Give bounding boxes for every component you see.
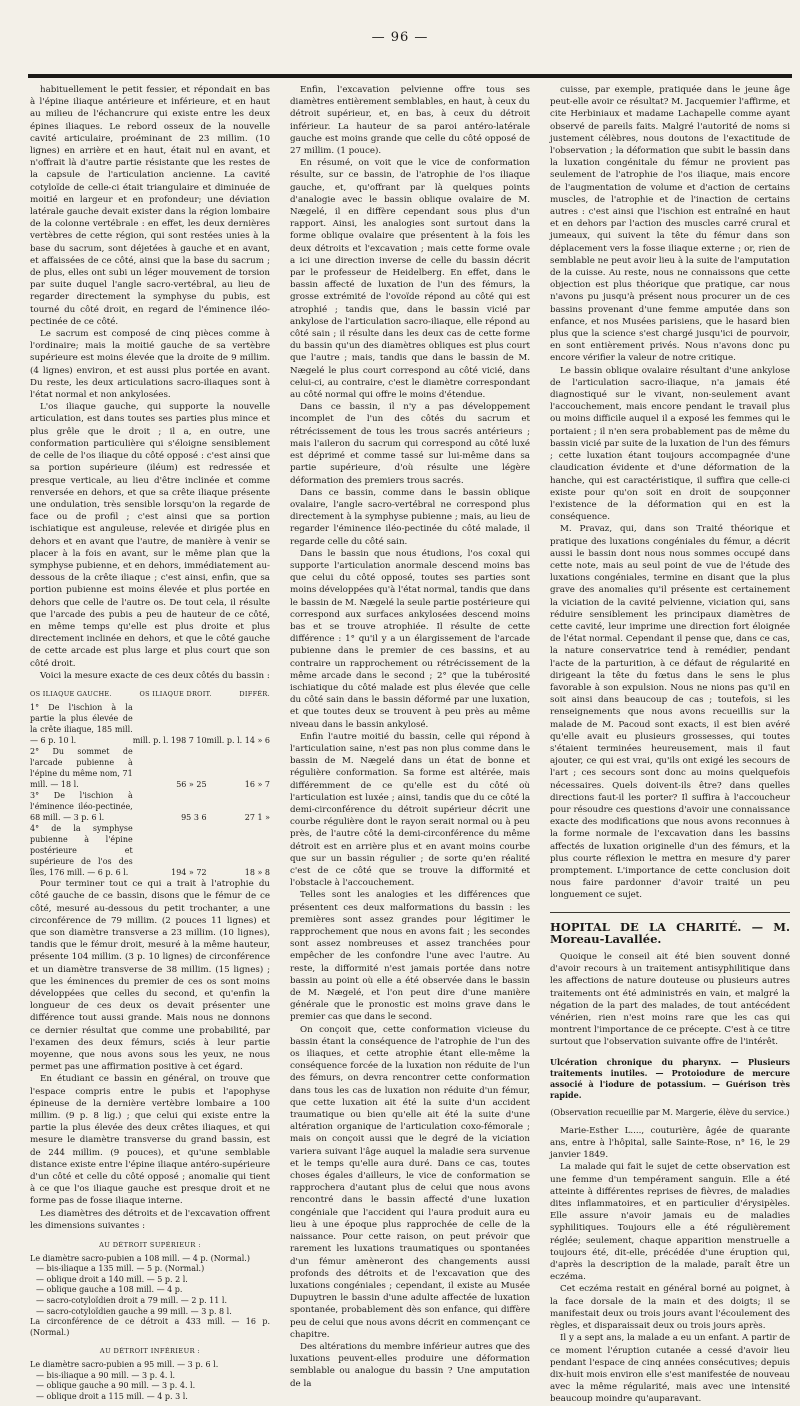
table-row — [30, 746, 270, 790]
measure-line: — bis-iliaque a 90 mill. — 3 p. 4. l. — [36, 1370, 176, 1380]
measure-table-header — [30, 688, 270, 700]
column-1 — [30, 84, 270, 1401]
observation-credit: (Observation recueillie par M. Margerie, élève du service.) — [550, 1107, 790, 1117]
paragraph: Cet eczéma restait en général borné au poignet, à la face dorsale de la main et des doigts; il se manifestait deux ou trois jours avant l'écoulement des règles, et disparaissait deux ou trois jours après. — [550, 1284, 790, 1332]
table-cell: 16 » 7 — [244, 780, 270, 790]
table-cell: 4° de la symphyse pubienne à l'épine postérieure et supérieure de l'os des îles, 176 mill. — 6 p. 6 l. — [30, 824, 133, 878]
upper-strait-measures — [30, 1240, 270, 1338]
measure-line: — sacro-cotyloïdien gauche a 99 mill. — 3 p. 8 l. — [36, 1306, 232, 1316]
measure-line: — oblique gauche a 90 mill. — 3 p. 4. l. — [36, 1381, 196, 1391]
measure-table — [30, 702, 270, 878]
paragraph: Pour terminer tout ce qui a trait à l'atrophie du côté gauche de ce bassin, disons que le fémur de ce côté, mesuré au-dessous du petit trochanter, a une circonférence de 79 millim. (2 pouces 11 lignes) et que son diamètre transverse a 23 millim. (10 lignes), tandis que le fémur droit, mesuré à la même hauteur, présente 104 millim. (3 p. 10 lignes) de circonférence et un diamètre transverse de 38 millim. (15 lignes) ; que les éminences du premier de ces os sont moins développées que celles du second, et qu'enfin la longueur de ces deux os devait présenter une différence tout aussi grande. Mais nous ne donnons ce dernier résultat que comme une probabilité, par l'examen des deux fémurs, sciés à leur partie moyenne, que nous avons sous les yeux, ne nous permet pas une affirmation positive à cet égard. — [30, 879, 270, 1073]
table-cell: mill. p. l. 14 » 6 — [206, 736, 270, 746]
paragraph: On conçoit que, cette conformation vicieuse du bassin étant la conséquence de l'atrophie de l'un des os iliaques, et cette atrophie étant elle-même la conséquence forcée de la luxation non réduite de l'un des fémurs, on devra rencontrer cette conformation dans tous les cas de luxation non réduite d'un fémur, que cette luxation ait été la suite d'un accident traumatique ou bien qu'elle ait été la suite d'une altération organique de l'articulation coxo-fémorale ; mais on conçoit aussi que le degré de la viciation variera suivant l'âge auquel la maladie sera survenue et le temps qu'elle aura duré. Dans ce cas, toutes choses égales d'ailleurs, le vice de conformation se rapprochera d'autant plus de celui que nous avons rencontré dans le bassin affecté d'une luxation congéniale que l'accident qui l'aura produit aura eu lieu à une époque plus rapprochée de celle de la naissance. Pour cette raison, on peut prévoir que rarement les luxations traumatiques ou spontanées d'un fémur amèneront des changements aussi profonds des détroits et de l'excavation que des luxations congéniales ; cependant, il existe au Musée Dupuytren le bassin d'une adulte affectée de luxation spontanée, probablement dès son enfance, qui diffère peu de celui que nous avons décrit en commençant ce chapitre. — [290, 1024, 530, 1340]
table-cell: 95 3 6 — [181, 813, 207, 823]
table-header-cell: DIFFÉR. — [239, 689, 270, 698]
table-cell: mill. p. l. 198 7 10 — [132, 736, 207, 746]
measure-line: — bis-iliaque a 135 mill. — 5 p. (Normal.) — [36, 1264, 205, 1274]
measure-line: La circonférence de ce détroit a 433 mill. — 16 p. (Normal.) — [30, 1317, 270, 1337]
page-number: — 96 — — [371, 30, 429, 45]
table-cell: 194 » 72 — [171, 868, 207, 878]
paragraph: Enfin, l'excavation pelvienne offre tous ses diamètres entièrement semblables, en haut, à ceux du détroit supérieur, et, en bas, à ceux du détroit inférieur. La hauteur de sa paroi antéro-latérale gauche est moins grande que celle du côté opposé de 27 millim. (1 pouce). — [290, 85, 530, 157]
measure-line: — oblique droit a 140 mill. — 5 p. 2 l. — [36, 1274, 188, 1284]
table-cell: 18 » 8 — [244, 868, 270, 878]
table-header-cell: OS ILIAQUE DROIT. — [139, 689, 212, 698]
paragraph: Voici la mesure exacte de ces deux côtés du bassin : — [40, 670, 270, 681]
section-title: AU DÉTROIT SUPÉRIEUR : — [99, 1241, 201, 1250]
table-cell: 1° De l'ischion à la partie la plus élevée de la crête iliaque, 185 mill. — 6 p. 10 l. — [30, 703, 133, 746]
paragraph: Dans le bassin que nous étudions, l'os coxal qui supporte l'articulation anormale descend moins bas que celui du côté opposé, toutes ses parties sont moins développées qu'à l'état normal, tandis que dans le bassin de M. Nægelé la seule partie postérieure qui correspond aux surfaces ankylosées descend moins bas et se trouve atrophiée. Il résulte de cette différence : 1° qu'il y a un élargissement de l'arcade pubienne dans le premier de ces bassins, et au contraire un rapprochement ou rétrécissement de la même arcade dans le second ; 2° que la tubérosité ischiatique du côté malade est plus élevée que celle du côté sain dans le bassin déformé par une luxation, et que toutes deux se trouvent à peu près au même niveau dans le bassin ankylosé. — [290, 548, 530, 730]
paragraph: Dans ce bassin, il n'y a pas développement incomplet de l'un des côtés du sacrum et rétrécissement de tous les trous sacrés antérieurs ; mais l'aileron du sacrum qui correspond au côté luxé est déprimé et comme tassé sur lui-même dans sa partie supérieure, d'où résulte une légère déformation des premiers trous sacrés. — [290, 402, 530, 486]
paragraph: Le bassin oblique ovalaire résultant d'une ankylose de l'articulation sacro-iliaque, n'a jamais été diagnostiqué sur le vivant, non-seulement avant l'accouchement, mais encore pendant le travail plus ou moins difficile auquel il a exposé les femmes qui le portaient ; il n'en sera probablement pas de même du bassin vicié par suite de la luxation de l'un des fémurs ; cette luxation étant toujours accompagnée d'une claudication évidente et d'une déformation de la hanche, qui est caractéristique, il suffira que celle-ci existe pour qu'on soit en droit de soupçonner l'existence de la déformation qui en est la conséquence. — [550, 365, 790, 523]
measure-line: — sacro-cotyloïdien droit a 79 mill. — 2 p. 11 l. — [36, 1296, 227, 1306]
paragraph: Marie-Esther L...., couturière, âgée de quarante ans, entre à l'hôpital, salle Sainte-Rose, n° 16, le 29 janvier 1849. — [550, 1125, 790, 1161]
paragraph: L'os iliaque gauche, qui supporte la nouvelle articulation, est dans toutes ses parties plus mince et plus grêle que le droit ; il a, en outre, une conformation particulière qui s'éloigne sensiblement de celle de l'os iliaque du côté opposé : c'est ainsi que sa portion supérieure (iléum) est redressée et presque verticale, au lieu d'être inclinée et comme renversée en dehors, et que sa crête iliaque présente une ondulation, très sensible lorsqu'on la regarde de face ou de profil ; c'est ainsi que sa portion ischiatique est anguleuse, relevée et dirigée plus en dehors et en avant que l'autre, de manière à venir se placer à la fois en avant, sur le même plan que la symphyse pubienne, et en dehors, immédiatement au-dessous de la crête iliaque ; c'est ainsi, enfin, que sa portion pubienne est moins élevée et plus portée en dehors que celle de l'autre os. De tout cela, il résulte que l'arcade des pubis a peu de hauteur de ce côté, en même temps qu'elle est plus droite et plus directement inclinée en dehors, et que le côté gauche de cette arcade est plus large et plus court que son côté droit. — [30, 402, 270, 669]
table-header-cell: OS ILIAQUE GAUCHE. — [30, 689, 112, 698]
paragraph: En résumé, on voit que le vice de conformation résulte, sur ce bassin, de l'atrophie de l'os iliaque gauche, et, qu'offrant par là quelques points d'analogie avec le bassin oblique ovalaire de M. Nægelé, il en diffère cependant sous plus d'un rapport. Ainsi, les analogies sont surtout dans la forme oblique ovalaire que présentent à la fois les deux détroits et l'excavation ; mais cette forme ovale a ici une direction inverse de celle du bassin décrit par le professeur de Heidelberg. En effet, dans le bassin affecté de luxation de l'un des fémurs, la grosse extrémité de l'ovoïde répond au côté qui est atrophié ; tandis que, dans le bassin vicié par ankylose de l'articulation sacro-iliaque, elle répond au côté sain ; il résulte dans les deux cas de cette forme du bassin qu'un des diamètres obliques est plus court que l'autre ; mais, tandis que dans le bassin de M. Nægelé le plus court correspond au côté vicié, dans celui-ci, au contraire, c'est le diamètre correspondant au côté normal qui offre le moins d'étendue. — [290, 158, 530, 401]
measure-line: — oblique droit a 115 mill. — 4 p. 3 l. — [36, 1391, 188, 1401]
table-cell: 2° Du sommet de l'arcade pubienne à l'épine du même nom, 71 mill. — 18 l. — [30, 747, 133, 790]
case-title: Ulcération chronique du pharynx. — Plusieurs traitements inutiles. — Protoiodure de mercure associé à l'iodure de potassium. — Guérison très rapide. — [550, 1056, 790, 1100]
section-heading: HOPITAL DE LA CHARITÉ. — M. Moreau-Lavallée. — [550, 919, 790, 946]
paragraph: Quoique le conseil ait été bien souvent donné d'avoir recours à un traitement antisyphilitique dans les affections de nature douteuse ou plusieurs autres traitements ont été administrés en vain, et malgré la négation de la part des malades, de tout antécédent vénérien, rien n'est moins rare que les cas qui montrent l'importance de ce précepte. C'est à ce titre surtout que l'observation suivante offre de l'intérêt. — [550, 952, 790, 1048]
paragraph: Les diamètres des détroits et de l'excavation offrent les dimensions suivantes : — [30, 1208, 270, 1231]
column-3 — [550, 84, 790, 1405]
paragraph: Le sacrum est composé de cinq pièces comme à l'ordinaire; mais la moitié gauche de sa vertèbre supérieure est moins élevée que la droite de 9 millim. (4 lignes) environ, et est aussi plus portée en avant. Du reste, les deux articulations sacro-iliaques sont à l'état normal et non ankylosées. — [30, 329, 270, 401]
measure-line: Le diamètre sacro-pubien a 95 mill. — 3 p. 6 l. — [30, 1359, 219, 1369]
paragraph: habituellement le petit fessier, et répondait en bas à l'épine iliaque antérieure et inférieure, et en haut au milieu de l'échancrure qui existe entre les deux épines iliaques. Le rebord osseux de la nouvelle cavité articulaire, proéminant de 23 millim. (10 lignes) en arrière et en haut, était nul en avant, et n'offrait là d'autre partie résistante que les restes de la capsule de l'articulation ancienne. La cavité cotyloïde de celle-ci était triangulaire et diminuée de moitié en largeur et en profondeur; une déviation latérale gauche devait exister dans la région lombaire de la colonne vertébrale : en effet, les deux dernières vertèbres de cette région, qui sont restées unies à la base du sacrum, sont déjetées à gauche et en avant, et affaissées de ce côté, ainsi que la base du sacrum ; de plus, elles ont subi un léger mouvement de torsion par suite duquel l'angle sacro-vertébral, au lieu de regarder directement la symphyse du pubis, est tourné du côté droit, en regard de l'éminence iléo-pectinée de ce côté. — [30, 85, 270, 327]
paragraph: Enfin l'autre moitié du bassin, celle qui répond à l'articulation saine, n'est pas non plus comme dans le bassin de M. Nægelé dans un état de bonne et régulière conformation. Sa forme est altérée, mais différemment de ce qu'elle est du côté où l'articulation est luxée ; ainsi, tandis que du ce côté la demi-circonférence du détroit supérieur décrit une courbe régulière dont le rayon serait normal ou à peu près, de l'autre côté la demi-circonférence du même détroit est en arrière plus et en avant moins courbe que sur un bassin régulier ; de sorte qu'en réalité c'est de ce côté que se trouve la difformité et l'obstacle à l'accouchement. — [290, 731, 530, 889]
paragraph: Il y a sept ans, la malade a eu un enfant. A partir de ce moment l'éruption cutanée a cessé d'avoir lieu pendant l'espace de cinq années consécutives; depuis dix-huit mois environ elle s'est manifestée de nouveau avec la même régularité, mais avec une intensité beaucoup moindre qu'auparavant. — [550, 1333, 790, 1405]
paragraph: Dans ce bassin, comme dans le bassin oblique ovalaire, l'angle sacro-vertébral ne correspond plus directement à la symphyse pubienne ; mais, au lieu de regarder l'éminence iléo-pectinée du côté malade, il regarde celle du côté sain. — [290, 487, 530, 547]
measure-line: Le diamètre sacro-pubien a 108 mill. — 4 p. (Normal.) — [30, 1253, 250, 1263]
table-row — [30, 790, 270, 823]
table-row — [30, 823, 270, 878]
measure-line: — oblique gauche a 108 mill. — 4 p. — [36, 1285, 183, 1295]
paragraph: La malade qui fait le sujet de cette observation est une femme d'un tempérament sanguin. Elle a été atteinte à différentes reprises de fièvres, de maladies dites inflammatoires, et en particulier d'érysipèles. Elle assure n'avoir jamais eu de maladies syphilitiques. Toujours elle a été régulièrement réglée; seulement, chaque apparition menstruelle a toujours été, dit-elle, précédée d'une éruption qui, d'après la description de la malade, paraît être un eczéma. — [550, 1162, 790, 1283]
paragraph: Telles sont les analogies et les différences que présentent ces deux malformations du bassin : les premières sont assez grandes pour légitimer le rapprochement que nous en avons fait ; les secondes sont assez nombreuses et assez tranchées pour empêcher de les confondre l'une avec l'autre. Au reste, la difformité n'est jamais portée dans notre bassin au point où elle a été observée dans le bassin de M. Nægelé, et l'on peut dire d'une manière générale que le pronostic est moins grave dans le premier cas que dans le second. — [290, 890, 530, 1023]
table-row — [30, 702, 270, 746]
lower-strait-measures — [30, 1346, 270, 1402]
table-cell: 27 1 » — [244, 813, 270, 823]
column-2 — [290, 84, 530, 1389]
paragraph: En étudiant ce bassin en général, on trouve que l'espace compris entre le pubis et l'apophyse épineuse de la dernière vertèbre lombaire a 100 millim. (9 p. 8 lig.) ; que celui qui existe entre la partie la plus élevée des deux crêtes iliaques, et qui mesure le diamètre transverse du grand bassin, est de 244 millim. (9 pouces), et qu'une semblable distance existe entre l'épine iliaque antéro-supérieure d'un côté et celle du côté opposé ; anomalie qui tient à ce que l'os iliaque gauche est presque droit et ne forme pas de fosse iliaque interne. — [30, 1074, 270, 1207]
paragraph: M. Pravaz, qui, dans son Traité théorique et pratique des luxations congéniales du fémur, a décrit aussi le bassin dont nous nous sommes occupé dans cette note, mais au seul point de vue de l'étude des luxations congéniales, termine en disant que la plus grave des anomalies qu'il présente est certainement la viciation de la cavité pelvienne, viciation qui, sans réduire sensiblement les principaux diamètres de cette cavité, leur imprime une direction fort éloignée de l'état normal. Cependant il pense que, dans ce cas, la nature conservatrice tend à remédier, pendant l'acte de la parturition, à ce défaut de régularité en dirigeant la tête du fœtus dans le sens le plus favorable à son expulsion. Nous ne nions pas qu'il en soit ainsi dans beaucoup de cas ; toutefois, si les renseignements que nous avons recueillis sur la malade de M. Pacoud sont exacts, il est bien avéré qu'elle avait eu plusieurs grossesses, qui toutes s'étaient terminées heureusement, mais il faut ajouter, ce qui est vrai, qu'ils ont exigé les secours de l'art ; ces secours sont donc au moins quelquefois nécessaires. Quels doivent-ils être? dans quelles directions faut-il les porter? Il suffira à l'accoucheur pour résoudre ces questions d'avoir une connaissance exacte des modifications que nous avons reconnues à la forme normale de l'excavation dans les bassins affectés de luxation originelle d'un des fémurs, et la plus courte réflexion le mettra en mesure d'y parer promptement. L'importance de cette conclusion doit nous faire pardonner d'avoir traité un peu longuement ce sujet. — [550, 524, 790, 901]
paragraph: cuisse, par exemple, pratiquée dans le jeune âge peut-elle avoir ce résultat? M. Jacquemier l'affirme, et cite Herbiniaux et madame Lachapelle comme ayant observé de pareils faits. Malgré l'autorité de noms si justement célèbres, nous doutons de l'exactitude de l'observation ; la déformation que subit le bassin dans la luxation congénitale du fémur ne provient pas seulement de l'atrophie de l'os iliaque, mais encore de l'augmentation de volume et d'action de certains muscles, de l'atrophie et de l'inaction de certains autres : c'est ainsi que l'ischion est entraîné en haut et en dehors par l'action des muscles carré crural et jumeaux, qui suivent la tête du fémur dans son déplacement vers la fosse iliaque externe ; or, rien de semblable ne peut avoir lieu à la suite de l'amputation de la cuisse. Au reste, nous ne connaissons que cette objection est plus théorique que pratique, car nous n'avons pu jusqu'à présent nous procurer un de ces bassins provenant d'une femme amputée dans son enfance, et nos Musées parisiens, que le hasard bien plus que la science s'est chargé jusqu'ici de pourvoir, en sont entièrement privés. Nous n'avons donc pu encore vérifier la valeur de notre critique. — [550, 85, 790, 364]
table-cell: 56 » 25 — [176, 780, 207, 790]
section-title: AU DÉTROIT INFÉRIEUR : — [99, 1347, 201, 1356]
section-divider — [550, 912, 790, 913]
paragraph: Des altérations du membre inférieur autres que des luxations peuvent-elles produire une déformation semblable ou analogue du bassin ? Une amputation de la — [290, 1341, 530, 1389]
table-cell: 3° De l'ischion à l'éminence iléo-pectinée, 68 mill. — 3 p. 6 l. — [30, 791, 133, 823]
header-rule — [28, 74, 792, 78]
